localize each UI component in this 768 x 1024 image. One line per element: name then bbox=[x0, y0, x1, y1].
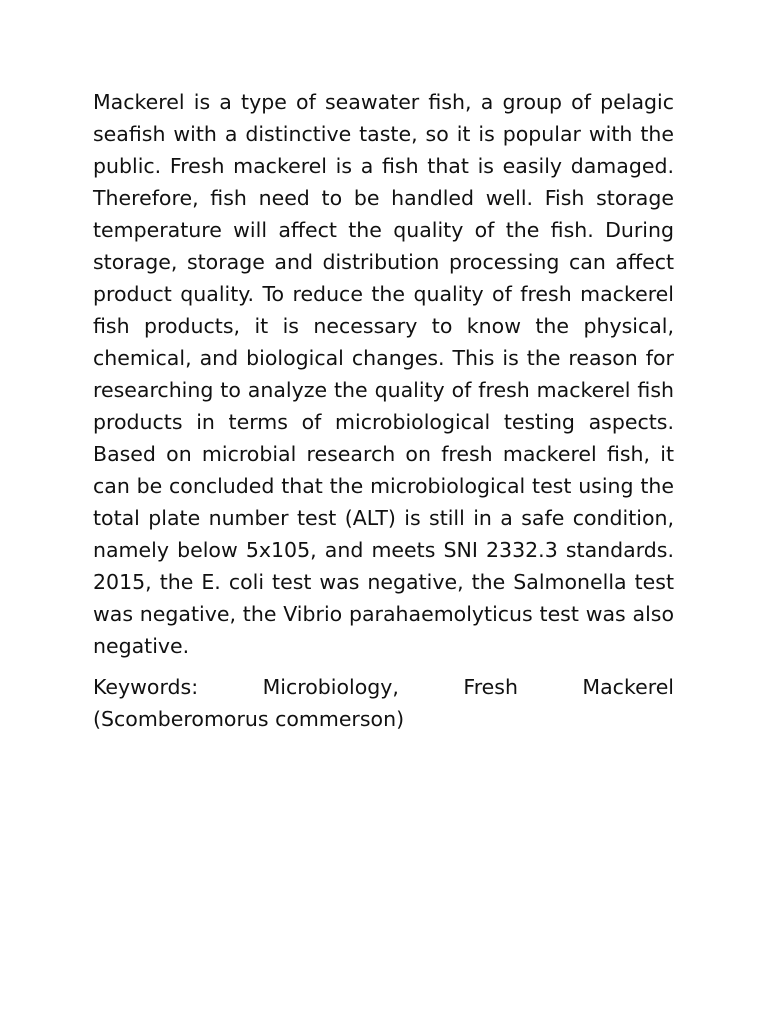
keywords-paragraph: Keywords: Microbiology, Fresh Mackerel (Scomberomorus commerson) bbox=[93, 675, 674, 731]
document-body bbox=[93, 86, 674, 735]
abstract-paragraph: Mackerel is a type of seawater fish, a group of pelagic seafish with a distinctive taste, so it is popular with the public. Fresh mackerel is a fish that is easily damaged. Therefore, fish need to be handled well. Fish storage temperature will affect the quality of the fish. During storage, storage and distribution processing can affect product quality. To reduce the quality of fresh mackerel fish products, it is necessary to know the physical, chemical, and biological changes. This is the reason for researching to analyze the quality of fresh mackerel fish products in terms of microbiological testing aspects. Based on microbial research on fresh mackerel fish, it can be concluded that the microbiological test using the total plate number test (ALT) is still in a safe condition, namely below 5x105, and meets SNI 2332.3 standards. 2015, the E. coli test was negative, the Salmonella test was negative, the Vibrio parahaemolyticus test was also negative. bbox=[93, 90, 674, 658]
